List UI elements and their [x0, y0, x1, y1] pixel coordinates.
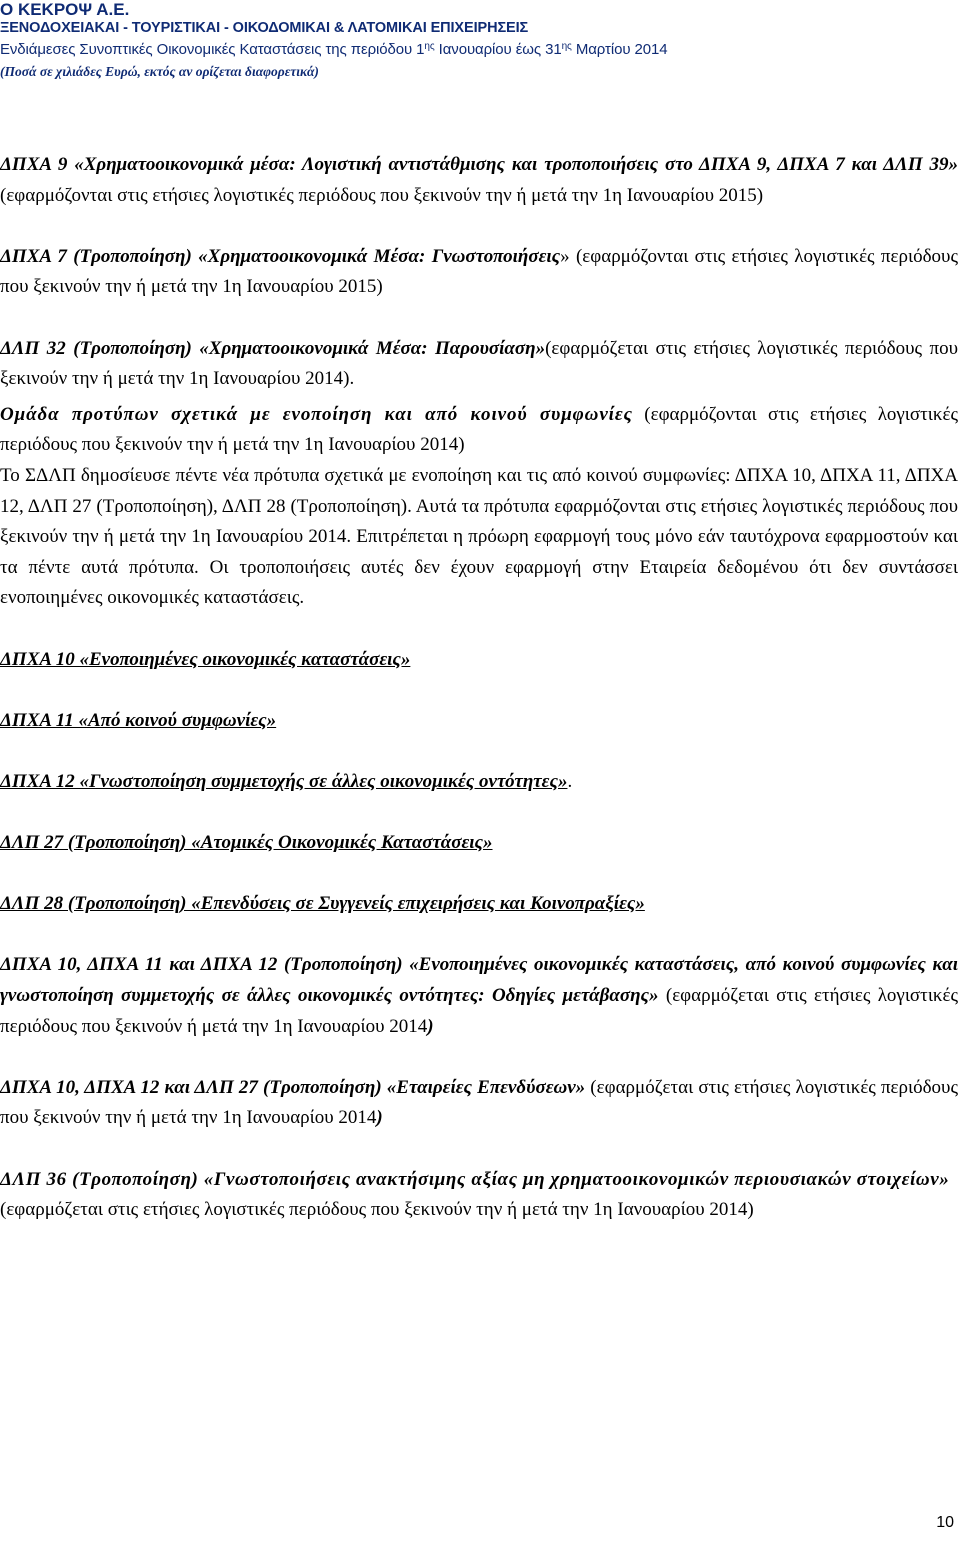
- paragraph-ifrs9: ΔΠΧΑ 9 «Χρηματοοικονομικά μέσα: Λογιστική αντιστάθμισης και τροποποιήσεις στο ΔΠΧΑ 9, ΔΠΧΑ 7 και ΔΛΠ 39» (εφαρμόζονται στις ετήσιες λογιστικές περιόδους που ξεκινούν την ή μετά την 1η Ιανουαρίου 2015): [0, 154, 958, 206]
- heading-ias27: ΔΛΠ 27 (Τροποποίηση) «Ατομικές Οικονομικές Καταστάσεις»: [0, 832, 493, 854]
- amounts-note: (Ποσά σε χιλιάδες Ευρώ, εκτός αν ορίζεται διαφορετικά): [0, 64, 319, 79]
- company-name: Ο ΚΕΚΡΟΨ Α.Ε.: [0, 0, 130, 19]
- heading-ifrs12: ΔΠΧΑ 12 «Γνωστοποίηση συμμετοχής σε άλλες οικονομικές οντότητες».: [0, 770, 573, 792]
- paragraph-ifrs7: ΔΠΧΑ 7 (Τροποποίηση) «Χρηματοοικονομικά Μέσα: Γνωστοποιήσεις» (εφαρμόζονται στις ετήσιες λογιστικές περιόδους που ξεκινούν την ή μετά την 1η Ιανουαρίου 2015): [0, 245, 958, 298]
- paragraph-ias36: ΔΛΠ 36 (Τροποποίηση) «Γνωστοποιήσεις ανακτήσιμης αξίας μη χρηματοοικονομικών περιουσιακών στοιχείων» (εφαρμόζεται στις ετήσιες λογιστικές περιόδους που ξεκινούν την ή μετά την 1η Ιανουαρίου 2014): [0, 1168, 950, 1221]
- heading-ifrs11: ΔΠΧΑ 11 «Από κοινού συμφωνίες»: [0, 709, 277, 731]
- heading-ias28: ΔΛΠ 28 (Τροποποίηση) «Επενδύσεις σε Συγγενείς επιχειρήσεις και Κοινοπραξίες»: [0, 893, 645, 915]
- page-number: 10: [936, 1514, 954, 1531]
- statement-period: Ενδιάμεσες Συνοπτικές Οικονομικές Καταστάσεις της περιόδου $1^{\eta\varsigma}$ Ιανουαρίου έως $31^{\eta\varsigma}$ Μαρτίου 2014: [0, 41, 668, 58]
- heading-ifrs10: ΔΠΧΑ 10 «Ενοποιημένες οικονομικές καταστάσεις»: [0, 648, 411, 670]
- company-sector: ΞΕΝΟΔΟΧΕΙΑΚΑΙ - ΤΟΥΡΙΣΤΙΚΑΙ - ΟΙΚΟΔΟΜΙΚΑΙ & ΛΑΤΟΜΙΚΑΙ ΕΠΙΧΕΙΡΗΣΕΙΣ: [0, 20, 529, 36]
- document-body: [0, 150, 958, 1226]
- paragraph-transition-guidance: ΔΠΧΑ 10, ΔΠΧΑ 11 και ΔΠΧΑ 12 (Τροποποίηση) «Ενοποιημένες οικονομικές καταστάσεις, από κοινού συμφωνίες και γνωστοποίηση συμμετοχής σε άλλες οικονομικές οντότητες: Οδηγίες μετάβασης» (εφαρμόζεται στις ετήσιες λογιστικές περιόδους που ξεκινούν ή μετά την 1η Ιανουαρίου 2014): [0, 954, 959, 1037]
- paragraph-investment-entities: ΔΠΧΑ 10, ΔΠΧΑ 12 και ΔΛΠ 27 (Τροποποίηση) «Εταιρείες Επενδύσεων» (εφαρμόζεται στις ετήσιες λογιστικές περιόδους που ξεκινούν την ή μετά την 1η Ιανουαρίου 2014): [0, 1076, 958, 1129]
- paragraph-consolidation-standards: Ομάδα προτύπων σχετικά με ενοποίηση και από κοινού συμφωνίες (εφαρμόζονται στις ετήσιες λογιστικές περιόδους που ξεκινούν την ή μετά την 1η Ιανουαρίου 2014): [0, 403, 958, 456]
- paragraph-iasb-publication: Το ΣΔΛΠ δημοσίευσε πέντε νέα πρότυπα σχετικά με ενοποίηση και τις από κοινού συμφωνίες: ΔΠΧΑ 10, ΔΠΧΑ 11, ΔΠΧΑ 12, ΔΛΠ 27 (Τροποποίηση), ΔΛΠ 28 (Τροποποίηση). Αυτά τα πρότυπα εφαρμόζονται στις ετήσιες λογιστικές περιόδους που ξεκινούν την ή μετά την 1η Ιανουαρίου 2014. Επιτρέπεται η πρόωρη εφαρμογή τους μόνο εάν ταυτόχρονα εφαρμοστούν και τα πέντε αυτά πρότυπα. Οι τροποποιήσεις αυτές δεν έχουν εφαρμογή στην Εταιρεία δεδομένου ότι δεν συντάσσει ενοποιημένες οικονομικές καταστάσεις.: [0, 464, 958, 609]
- paragraph-ias32: ΔΛΠ 32 (Τροποποίηση) «Χρηματοοικονομικά Μέσα: Παρουσίαση»(εφαρμόζεται στις ετήσιες λογιστικές περιόδους που ξεκινούν την ή μετά την 1η Ιανουαρίου 2014).: [0, 337, 958, 390]
